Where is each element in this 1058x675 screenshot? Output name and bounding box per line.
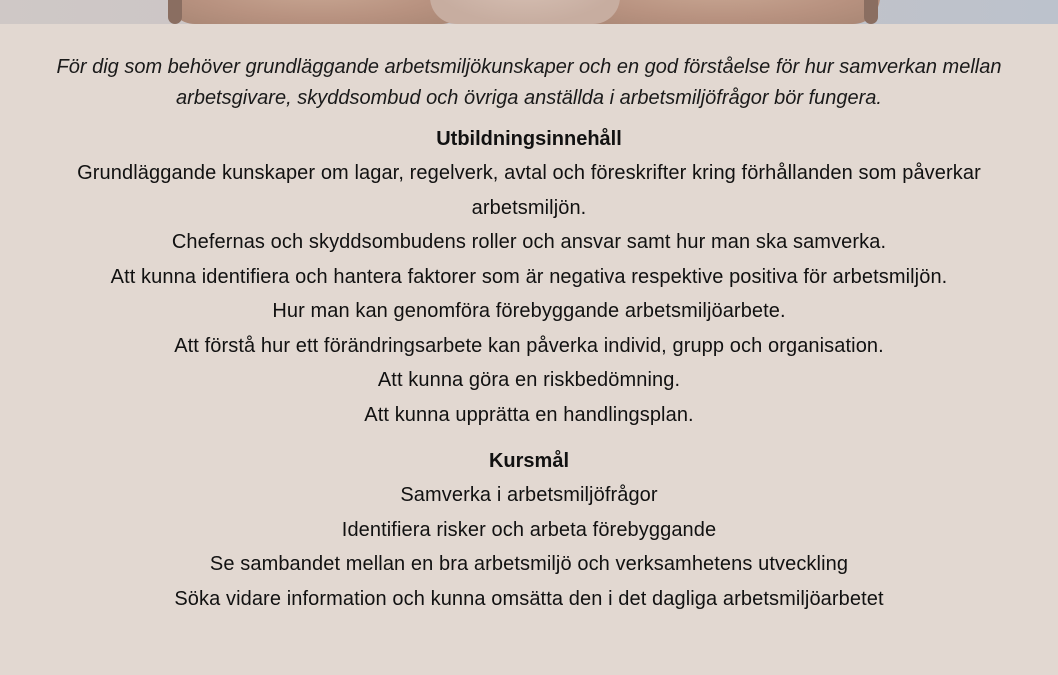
content-item: Chefernas och skyddsombudens roller och ansvar samt hur man ska samverka. <box>171 231 887 253</box>
goal-item: Se sambandet mellan en bra arbetsmiljö och verksamhetens utveckling <box>209 553 849 575</box>
content-item: Att kunna göra en riskbedömning. <box>377 369 681 391</box>
content-item: Att kunna identifiera och hantera faktorer som är negativa respektive positiva för arbetsmiljön. <box>110 265 948 288</box>
hand-shadow-left <box>168 0 182 24</box>
goal-item: Samverka i arbetsmiljöfrågor <box>400 484 658 506</box>
content-item: Grundläggande kunskaper om lagar, regelverk, avtal och föreskrifter kring förhållanden som påverkar arbetsmiljön. <box>77 162 981 219</box>
content-list <box>0 156 1058 432</box>
hands-image-middle <box>430 0 620 24</box>
content-heading: Utbildningsinnehåll <box>436 128 622 150</box>
hands-image-left <box>168 0 468 24</box>
content-item: Hur man kan genomföra förebyggande arbetsmiljöarbete. <box>272 300 786 322</box>
goal-item: Söka vidare information och kunna omsätta den i det dagliga arbetsmiljöarbetet <box>174 587 884 610</box>
hand-shadow-right <box>864 0 878 24</box>
course-description <box>0 24 1058 616</box>
intro-text: För dig som behöver grundläggande arbetsmiljökunskaper och en god förståelse för hur samverkan mellan arbetsgivare, skyddsombud och övriga anställda i arbetsmiljöfrågor bör fungera. <box>56 56 1002 109</box>
content-item: Att kunna upprätta en handlingsplan. <box>364 403 694 426</box>
goals-heading: Kursmål <box>488 450 570 472</box>
hero-image <box>0 0 1058 24</box>
goals-list <box>0 478 1058 616</box>
content-item: Att förstå hur ett förändringsarbete kan påverka individ, grupp och organisation. <box>174 334 884 357</box>
goal-item: Identifiera risker och arbeta förebyggande <box>341 518 717 541</box>
